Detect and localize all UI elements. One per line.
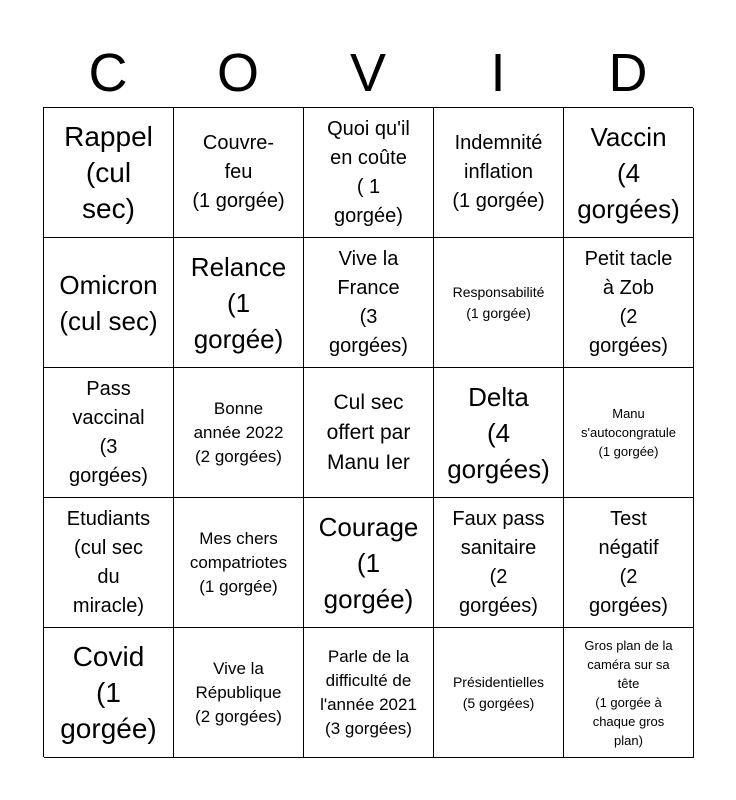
header-letter-v: V	[349, 43, 387, 103]
bingo-cell[interactable]: Cul sec offert par Manu Ier	[304, 368, 434, 498]
bingo-cell[interactable]: Gros plan de la caméra sur sa tête (1 gorgée à chaque gros plan)	[564, 628, 694, 758]
bingo-cell[interactable]: Présidentielles (5 gorgées)	[434, 628, 564, 758]
bingo-cell[interactable]: Relance (1 gorgée)	[174, 238, 304, 368]
header-letter-c: C	[88, 43, 128, 103]
bingo-cell[interactable]: Mes chers compatriotes (1 gorgée)	[174, 498, 304, 628]
bingo-cell[interactable]: Manu s'autocongratule (1 gorgée)	[564, 368, 694, 498]
bingo-cell[interactable]: Parle de la difficulté de l'année 2021 (3 gorgées)	[304, 628, 434, 758]
bingo-cell[interactable]: Covid (1 gorgée)	[44, 628, 174, 758]
bingo-cell[interactable]: Vive la France (3 gorgées)	[304, 238, 434, 368]
header-letter-d: D	[608, 43, 648, 103]
bingo-cell[interactable]: Pass vaccinal (3 gorgées)	[44, 368, 174, 498]
bingo-cell[interactable]: Bonne année 2022 (2 gorgées)	[174, 368, 304, 498]
bingo-cell[interactable]: Etudiants (cul sec du miracle)	[44, 498, 174, 628]
bingo-cell[interactable]: Quoi qu'il en coûte ( 1 gorgée)	[304, 108, 434, 238]
bingo-board	[43, 107, 693, 757]
bingo-cell[interactable]: Petit tacle à Zob (2 gorgées)	[564, 238, 694, 368]
bingo-cell[interactable]: Courage (1 gorgée)	[304, 498, 434, 628]
header-letter-o: O	[216, 43, 259, 103]
bingo-cell[interactable]: Vive la République (2 gorgées)	[174, 628, 304, 758]
bingo-cell[interactable]: Indemnité inflation (1 gorgée)	[434, 108, 564, 238]
bingo-cell[interactable]: Omicron (cul sec)	[44, 238, 174, 368]
bingo-cell[interactable]: Vaccin (4 gorgées)	[564, 108, 694, 238]
bingo-cell[interactable]: Rappel (cul sec)	[44, 108, 174, 238]
header-letter-i: I	[490, 43, 506, 103]
bingo-cell[interactable]: Faux pass sanitaire (2 gorgées)	[434, 498, 564, 628]
bingo-header	[43, 40, 693, 106]
bingo-cell[interactable]: Delta (4 gorgées)	[434, 368, 564, 498]
bingo-cell[interactable]: Responsabilité (1 gorgée)	[434, 238, 564, 368]
bingo-cell[interactable]: Test négatif (2 gorgées)	[564, 498, 694, 628]
bingo-cell[interactable]: Couvre- feu (1 gorgée)	[174, 108, 304, 238]
